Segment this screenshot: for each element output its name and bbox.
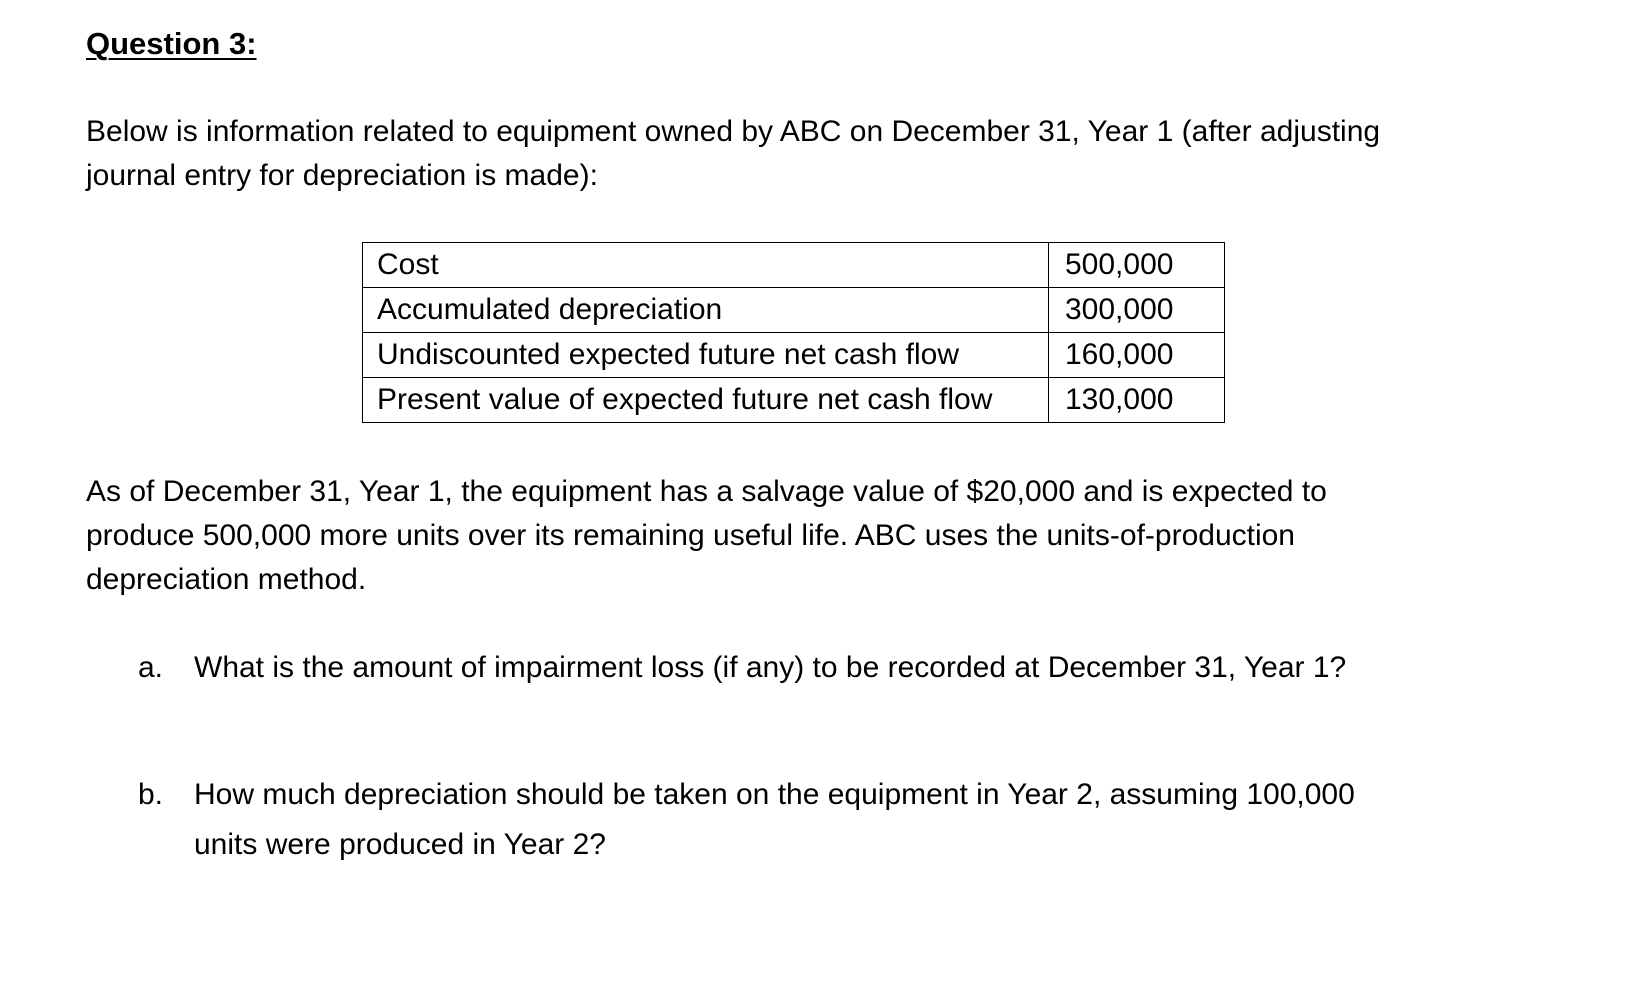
question-line: How much depreciation should be taken on the equipment in Year 2, assuming 100,000 [194, 778, 1355, 811]
info-line: produce 500,000 more units over its remaining useful life. ABC uses the units-of-production [86, 519, 1295, 552]
row-label: Accumulated depreciation [363, 288, 1049, 333]
row-value: 130,000 [1049, 378, 1225, 423]
question-line: What is the amount of impairment loss (if any) to be recorded at December 31, Year 1? [194, 651, 1347, 684]
intro-line: Below is information related to equipment owned by ABC on December 31, Year 1 (after adjusting [86, 115, 1381, 148]
question-line: units were produced in Year 2? [194, 828, 606, 861]
table-row [363, 378, 1225, 423]
row-label: Present value of expected future net cash flow [363, 378, 1049, 423]
info-line: depreciation method. [86, 563, 367, 596]
table-row [363, 288, 1225, 333]
row-value: 500,000 [1049, 243, 1225, 288]
list-marker: b. [138, 778, 164, 811]
list-marker: a. [138, 651, 164, 684]
info-line: As of December 31, Year 1, the equipment has a salvage value of $20,000 and is expected to [86, 475, 1327, 508]
row-label: Cost [363, 243, 1049, 288]
question-heading: Question 3: [86, 26, 257, 61]
info-paragraph [86, 470, 1327, 602]
question-text [194, 643, 1346, 693]
question-text [194, 770, 1355, 870]
intro-line: journal entry for depreciation is made): [86, 159, 598, 192]
row-value: 300,000 [1049, 288, 1225, 333]
table-row [363, 243, 1225, 288]
table-row [363, 333, 1225, 378]
row-value: 160,000 [1049, 333, 1225, 378]
equipment-info-table [362, 242, 1225, 423]
row-label: Undiscounted expected future net cash flow [363, 333, 1049, 378]
intro-paragraph [86, 110, 1380, 198]
